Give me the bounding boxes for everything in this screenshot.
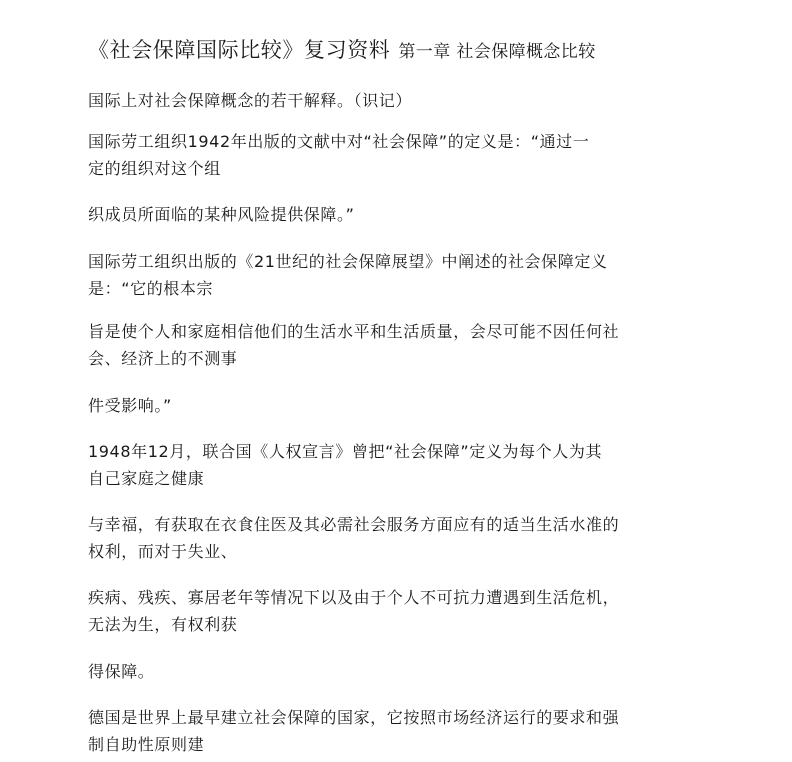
paragraph-line: 疾病、残疾、寡居老年等情况下以及由于个人不可抗力遭遇到生活危机， [88, 588, 620, 607]
paragraph-line: 权利，而对于失业、 [88, 542, 238, 561]
paragraph-line: 自己家庭之健康 [88, 469, 205, 488]
paragraph-line: 国际劳工组织出版的《21世纪的社会保障展望》中阐述的社会保障定义 [88, 252, 608, 271]
document-title [88, 34, 596, 64]
paragraph-line: 与幸福，有获取在衣食住医及其必需社会服务方面应有的适当生活水准的 [88, 515, 620, 534]
paragraph-line: 是：“它的根本宗 [88, 279, 214, 298]
paragraph-line: 1948年12月，联合国《人权宣言》曾把“社会保障”定义为每个人为其 [88, 442, 603, 461]
paragraph-line: 织成员所面临的某种风险提供保障。” [88, 205, 355, 224]
paragraph-line: 件受影响。” [88, 396, 172, 415]
title-main: 《社会保障国际比较》复习资料 [88, 38, 391, 62]
paragraph-line: 会、经济上的不测事 [88, 349, 238, 368]
paragraph-line: 得保障。 [88, 662, 155, 681]
paragraph-line: 旨是使个人和家庭相信他们的生活水平和生活质量，会尽可能不因任何社 [88, 322, 620, 341]
paragraph-line: 国际劳工组织1942年出版的文献中对“社会保障”的定义是：“通过一 [88, 132, 590, 151]
paragraph-line: 定的组织对这个组 [88, 159, 221, 178]
paragraph-line: 制自助性原则建 [88, 735, 205, 754]
paragraph-line: 国际上对社会保障概念的若干解释。（识记） [88, 91, 413, 110]
paragraph-line: 无法为生，有权利获 [88, 615, 238, 634]
title-chapter: 第一章 社会保障概念比较 [398, 42, 596, 62]
paragraph-line: 德国是世界上最早建立社会保障的国家，它按照市场经济运行的要求和强 [88, 708, 620, 727]
